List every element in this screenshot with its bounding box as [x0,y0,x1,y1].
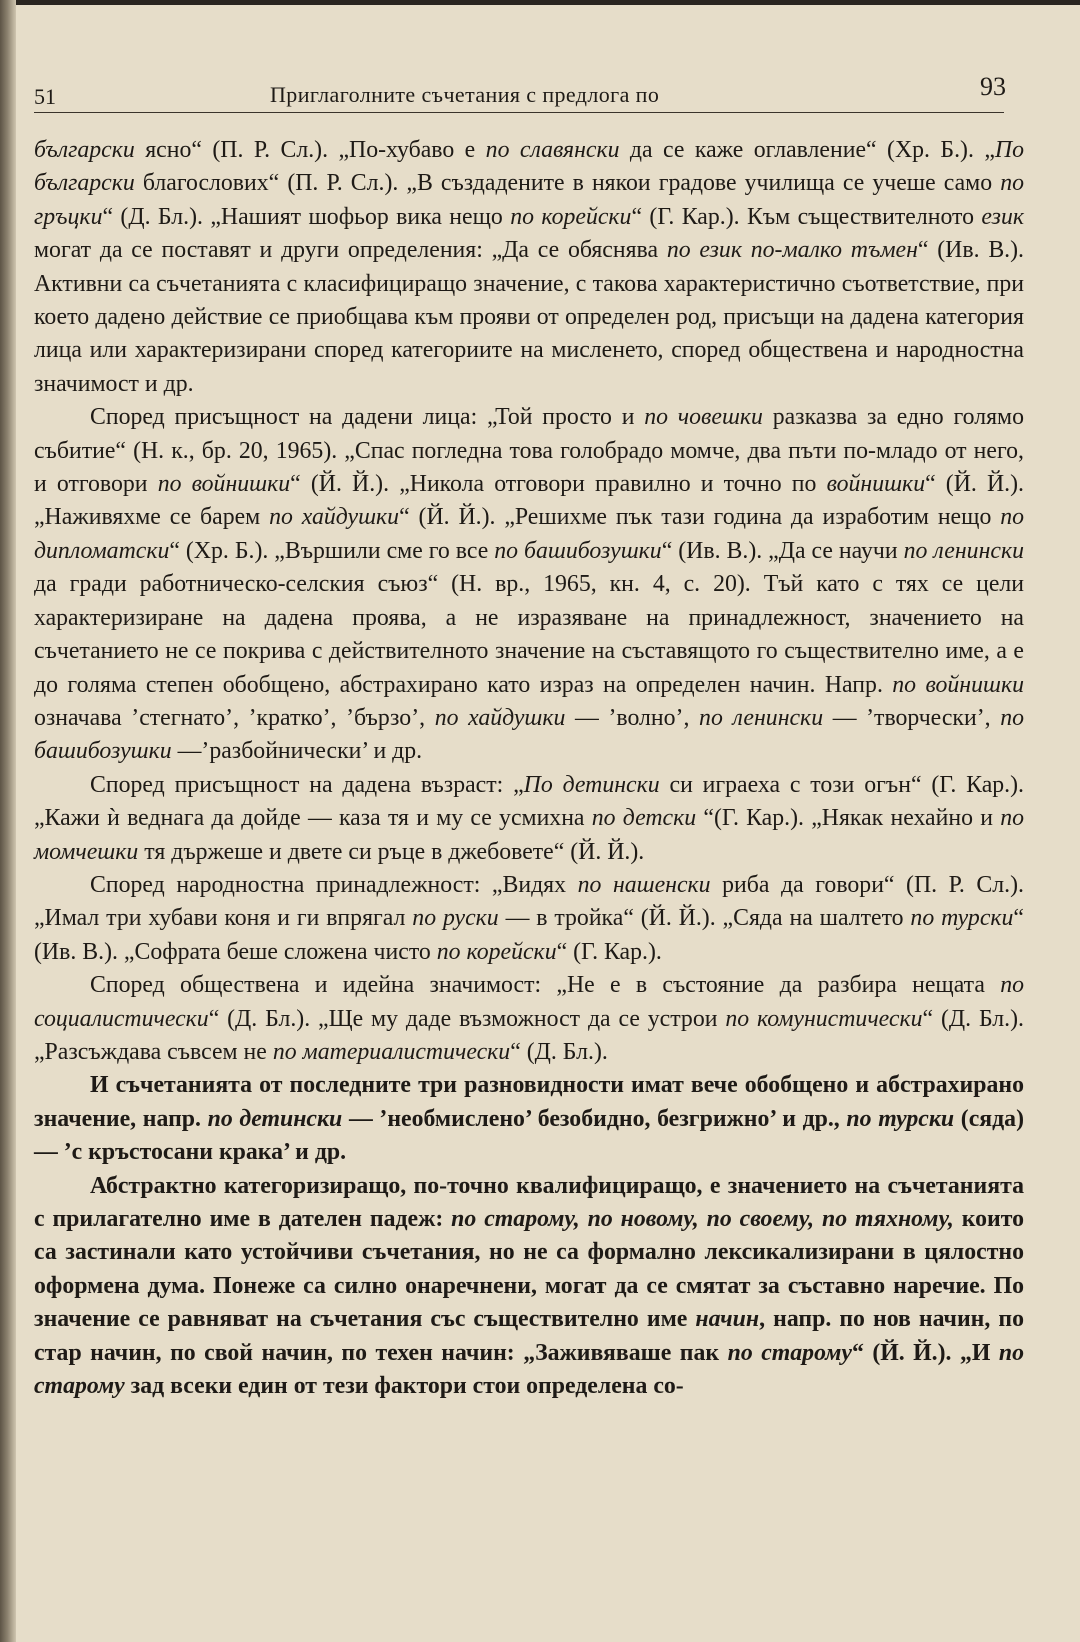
text-run: — ’творчески’, [823,704,1001,731]
italic-run: по славянски [485,137,620,163]
text-run: риба да говори“ (П. Р. Сл.). „Имал три хубави коня и ги впрягал [34,871,1025,932]
italic-run: по нашенски [577,871,711,898]
text-run: — ’волно’, [565,704,700,731]
text-run: (сяда) — ’с кръстосани крака’ и др. [34,1105,1025,1166]
italic-run: По детински [523,771,660,798]
italic-run: по старому [34,1339,1025,1400]
italic-run: по корейски [436,938,557,965]
paragraph [34,969,1024,1069]
italic-run: по детски [591,805,697,832]
italic-run: по хайдушки [434,704,566,731]
header-rule [34,112,1004,113]
page-number-left: 51 [34,84,56,109]
book-page [34,0,1034,1642]
text-run: които са застинали като устойчиви съчетания, но не са формално лексикализирани в цялостно оформена дума. Понеже са силно онаречнени, могат да се смятат за съставно наречие. По значение се равняват на съчетания със съществително име [34,1206,1024,1333]
text-run: “ (Д. Бл.). [510,1038,608,1065]
text-run: “ (Хр. Б.). „Вършили сме го все [169,537,495,564]
text-run: “ (Й. Й.). „И [851,1339,999,1366]
italic-run: по турски [910,905,1014,932]
text-run: Според народностна принадлежност: „Видях [90,871,578,898]
text-run: “ (Ив. В.). „Софрата беше сложена чисто [34,905,1024,965]
body-text [34,134,1024,1403]
text-run: Според обществена и идейна значимост: „Не е в състояние да разбира нещата [90,972,1001,999]
text-run: Според присъщност на дадена възраст: „ [90,771,524,798]
text-run: “ (Д. Бл.). „Ще му даде възможност да се устрои [208,1005,726,1032]
italic-run: по гръцки [34,170,1024,230]
text-run: —’разбойнически’ и др. [171,738,423,765]
italic-run: по руски [412,905,499,932]
italic-run: по дипломатски [34,504,1025,564]
page-number-right: 93 [980,72,1006,101]
text-run: Според присъщност на дадени лица: „Той просто и [90,404,645,431]
text-run: разказва за едно голямо събитие“ (Н. к., бр. 20, 1965). „Спас погледна това голобрадо момче, два пъти по-младо от него, и отговори [34,404,1024,498]
italic-run: по войнишки [892,671,1024,698]
italic-run: по старому, по новому, по своему, по тяхному, [451,1206,954,1232]
italic-run: по хайдушки [269,504,400,531]
text-run: благослових“ (П. Р. Сл.). „В създадените в някои градове училища се учеше само [134,170,1001,197]
text-run: “(Г. Кар.). „Някак нехайно и [696,805,1001,832]
text-run: — ’необмислено’ безобидно, безгрижно’ и др., [342,1105,847,1132]
italic-run: български [34,137,135,163]
text-run: ясно“ (П. Р. Сл.). „По-хубаво е [134,137,486,163]
text-run: “ (Й. Й.). „Решихме пък тази година да изработим нещо [399,504,1001,531]
italic-run: по материалистически [272,1038,511,1065]
text-run: да се каже оглавление“ (Хр. Б.). „ [619,137,995,163]
running-title: Приглаголните съчетания с предлога по [270,82,660,107]
italic-run: по човешки [644,404,763,431]
italic-run: по ленински [903,537,1024,564]
text-run: “ (Д. Бл.). „Разсъждава съвсем не [34,1005,1024,1065]
text-run: “ (Г. Кар.). Към съществителното [631,203,982,230]
text-run: — в тройка“ (Й. Й.). „Сяда на шалтето [498,905,911,932]
paragraph [34,769,1024,869]
paragraph [34,134,1024,401]
italic-run: начин [695,1306,760,1333]
italic-run: по ленински [699,704,824,731]
text-run: , напр. по нов начин, по стар начин, по свой начин, по техен начин: „Заживяваше пак [34,1306,1024,1366]
italic-run: по турски [846,1105,955,1132]
text-run: “ (Д. Бл.). „Нашият шофьор вика нещо [102,203,511,230]
italic-run: По български [34,137,1024,197]
text-run: зад всеки един от тези фактори стои определена со- [124,1373,684,1400]
book-spine-shadow [0,0,16,1642]
italic-run: по момчешки [34,805,1024,865]
text-run: означава ’стегнато’, ’кратко’, ’бързо’, [34,704,435,731]
text-run: “ (Г. Кар.). [556,938,662,965]
paragraph [34,1069,1024,1169]
text-run: “ (Й. Й.). „Никола отговори правилно и точно по [290,471,827,498]
page-header [34,72,1034,112]
text-run: “ (Й. Й.). „Наживяхме се барем [34,471,1025,531]
italic-run: по детински [207,1105,343,1132]
text-run: могат да се поставят и други определения: „Да се обяснява [34,237,667,264]
paragraph [34,869,1024,969]
italic-run: по башибозушки [494,537,662,564]
text-run: “ (Ив. В.). „Да се научи [661,537,904,564]
text-run: Абстрактно категоризиращо, по-точно квалифициращо, е значението на съчетанията с прилагателно име в дателен падеж: [34,1172,1024,1232]
italic-run: по старому [727,1339,852,1366]
italic-run: по социалистически [34,972,1024,1032]
text-run: да гради работническо-селския съюз“ (Н. вр., 1965, кн. 4, с. 20). Тъй като с тях се цели характеризиране на дадена проява, а не изразяване на принадлежност, значението на съчетанието не се покрива с действителното значение на съставящото го съществително име, а е до голяма степен обобщено, абстрахирано като израз на определен начин. Напр. [34,571,1024,698]
text-run: тя държеше и двете си ръце в джебовете“ (Й. Й.). [138,838,645,865]
italic-run: по език по-малко тъмен [666,237,918,264]
italic-run: по корейски [510,203,632,230]
text-run: И съчетанията от последните три разновидности имат вече обобщено и абстрахирано значение, напр. [34,1072,1024,1132]
italic-run: по башибозушки [34,704,1024,765]
text-run: си играеха с този огън“ (Г. Кар.). „Кажи ѝ веднага да дойде — каза тя и му се усмихна [34,771,1024,832]
paragraph [34,1170,1024,1404]
text-run: “ (Ив. В.). Активни са съчетанията с класифициращо значение, с такова характеристично съответствие, при което дадено действие се приобщава към прояви от определен род, присъщи на дадена категория лица или характеризирани според категориите на мисленето, според обществена и народностна значимост и др. [34,237,1025,397]
italic-run: войнишки [826,471,926,498]
italic-run: по войнишки [157,471,291,498]
italic-run: по комунистически [725,1005,923,1032]
italic-run: език [981,203,1024,230]
paragraph [34,401,1024,768]
